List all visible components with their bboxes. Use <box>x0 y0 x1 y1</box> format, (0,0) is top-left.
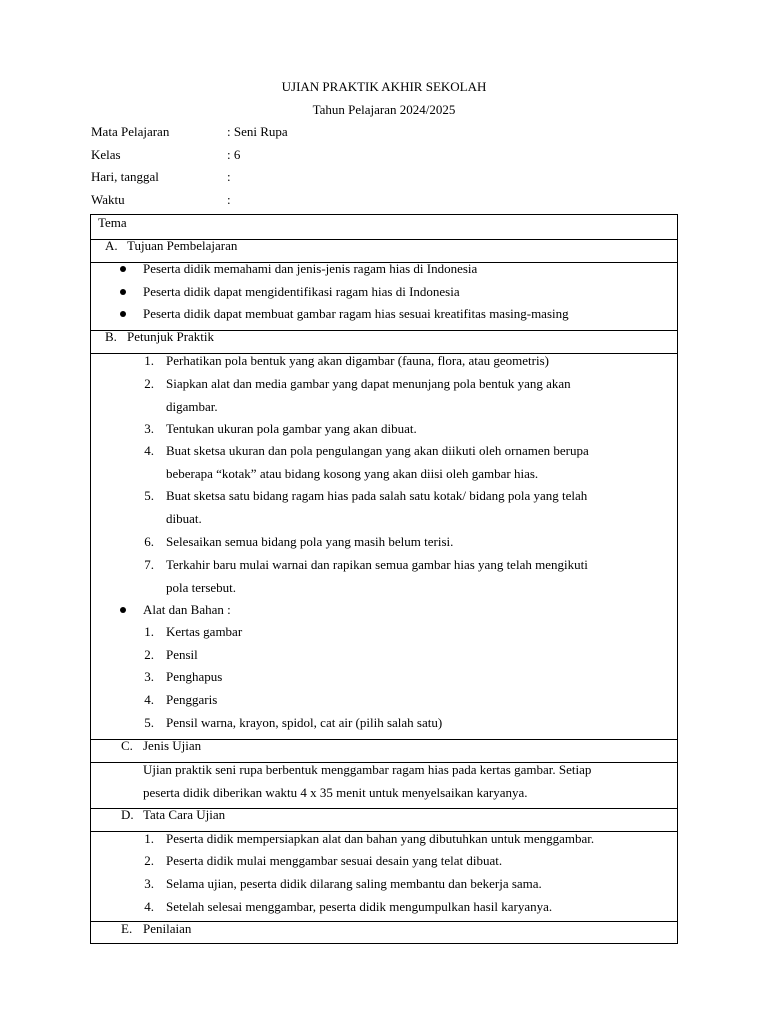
section-c-letter: C. <box>121 738 133 753</box>
step-text: beberapa “kotak” atau bidang kosong yang akan diisi oleh gambar hias. <box>166 466 539 481</box>
exam-meta <box>91 122 691 213</box>
meta-label: Kelas <box>91 146 121 162</box>
section-a-letter: A. <box>105 238 118 253</box>
meta-row-subject <box>91 122 691 145</box>
exam-type-text: peserta didik diberikan waktu 4 x 35 menit untuk menyelsaikan karyanya. <box>143 785 528 800</box>
procedure-text: Selama ujian, peserta didik dilarang saling membantu dan bekerja sama. <box>166 876 542 891</box>
objective-item: Peserta didik dapat membuat gambar ragam hias sesuai kreatifitas masing-masing <box>143 306 569 321</box>
procedure-text: Peserta didik mempersiapkan alat dan bahan yang dibutuhkan untuk menggambar. <box>166 831 595 846</box>
step-number: 1. <box>144 353 154 368</box>
objective-item: Peserta didik memahami dan jenis-jenis ragam hias di Indonesia <box>143 261 478 276</box>
meta-value: : 6 <box>227 146 241 162</box>
step-text: Perhatikan pola bentuk yang akan digambar (fauna, flora, atau geometris) <box>166 353 549 368</box>
meta-row-time <box>91 190 691 213</box>
step-number: 3. <box>144 421 154 436</box>
meta-label: Hari, tanggal <box>91 169 159 185</box>
procedure-number: 3. <box>144 876 154 891</box>
exam-table <box>90 214 678 944</box>
meta-row-date <box>91 167 691 190</box>
step-text: digambar. <box>166 399 218 414</box>
meta-label: Waktu <box>91 192 125 208</box>
tool-item: Penghapus <box>166 669 223 684</box>
step-number: 6. <box>144 534 154 549</box>
procedure-text: Setelah selesai menggambar, peserta didik mengumpulkan hasil karyanya. <box>166 899 553 914</box>
step-text: Buat sketsa satu bidang ragam hias pada salah satu kotak/ bidang pola yang telah <box>166 488 588 503</box>
step-text: Tentukan ukuran pola gambar yang akan dibuat. <box>166 421 417 436</box>
step-text: dibuat. <box>166 511 202 526</box>
bullet-icon <box>120 311 126 317</box>
section-a-heading: Tujuan Pembelajaran <box>127 238 238 253</box>
meta-label: Mata Pelajaran <box>91 124 170 139</box>
section-d-heading: Tata Cara Ujian <box>143 807 226 822</box>
bullet-icon <box>120 266 126 272</box>
step-text: Siapkan alat dan media gambar yang dapat menunjang pola bentuk yang akan <box>166 376 571 391</box>
procedure-number: 2. <box>144 853 154 868</box>
step-number: 2. <box>144 376 154 391</box>
tool-number: 3. <box>144 669 154 684</box>
section-d-letter: D. <box>121 807 134 822</box>
step-text: pola tersebut. <box>166 580 237 595</box>
section-b-heading: Petunjuk Praktik <box>127 329 215 344</box>
tool-number: 5. <box>144 715 154 730</box>
tool-item: Pensil warna, krayon, spidol, cat air (pilih salah satu) <box>166 715 443 730</box>
procedure-number: 4. <box>144 899 154 914</box>
bullet-icon <box>120 607 126 613</box>
tool-item: Penggaris <box>166 692 218 707</box>
tool-item: Kertas gambar <box>166 624 243 639</box>
bullet-icon <box>120 289 126 295</box>
tool-number: 4. <box>144 692 154 707</box>
step-number: 7. <box>144 557 154 572</box>
exam-type-text: Ujian praktik seni rupa berbentuk menggambar ragam hias pada kertas gambar. Setiap <box>143 762 592 777</box>
tool-item: Pensil <box>166 647 198 662</box>
section-b-letter: B. <box>105 329 117 344</box>
step-text: Terkahir baru mulai warnai dan rapikan semua gambar hias yang telah mengikuti <box>166 557 588 572</box>
procedure-text: Peserta didik mulai menggambar sesuai desain yang telat dibuat. <box>166 853 503 868</box>
meta-value: : <box>227 192 231 208</box>
step-text: Buat sketsa ukuran dan pola pengulangan yang akan diikuti oleh ornamen berupa <box>166 443 589 458</box>
tema-label: Tema <box>98 215 127 230</box>
meta-value: : <box>227 169 231 185</box>
objective-item: Peserta didik dapat mengidentifikasi ragam hias di Indonesia <box>143 284 460 299</box>
step-text: Selesaikan semua bidang pola yang masih belum terisi. <box>166 534 454 549</box>
section-e-letter: E. <box>121 921 133 936</box>
tools-heading: Alat dan Bahan : <box>143 602 231 617</box>
meta-value: : Seni Rupa <box>227 124 288 139</box>
step-number: 5. <box>144 488 154 503</box>
document-title: UJIAN PRAKTIK AKHIR SEKOLAH <box>281 79 487 94</box>
tool-number: 2. <box>144 647 154 662</box>
tool-number: 1. <box>144 624 154 639</box>
step-number: 4. <box>144 443 154 458</box>
meta-row-class <box>91 145 691 168</box>
procedure-number: 1. <box>144 831 154 846</box>
section-c-heading: Jenis Ujian <box>143 738 202 753</box>
document-subtitle: Tahun Pelajaran 2024/2025 <box>312 102 456 117</box>
section-e-heading: Penilaian <box>143 921 192 936</box>
